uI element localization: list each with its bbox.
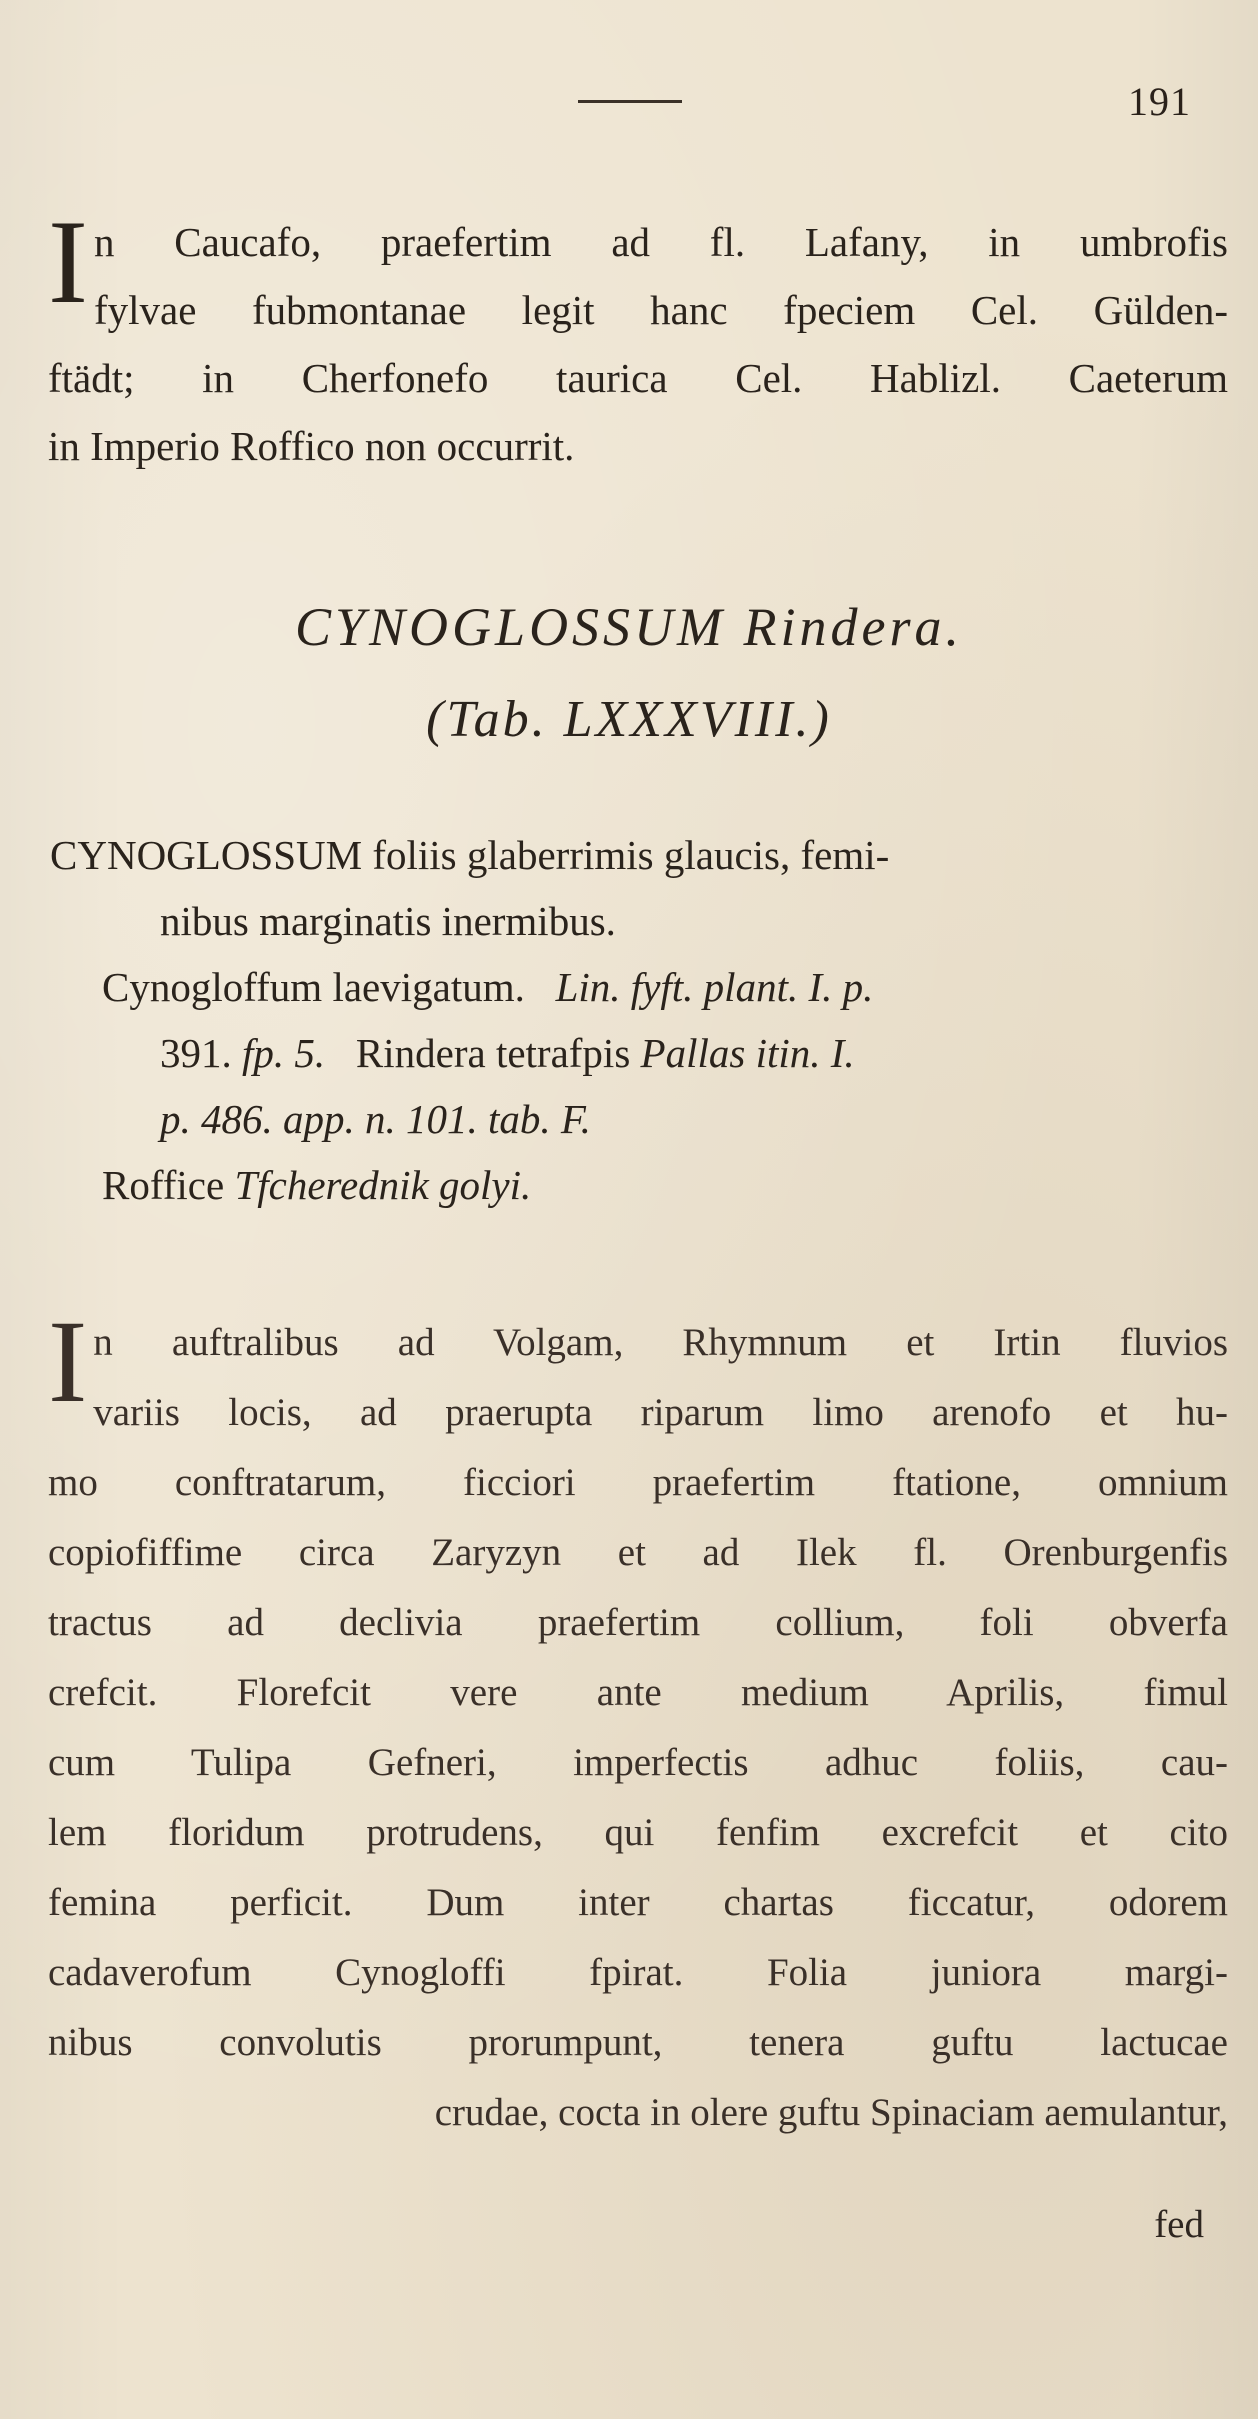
diagnosis-line: nibus marginatis inermibus. — [160, 898, 616, 944]
citation: Lin. fyft. plant. I. p. — [555, 964, 874, 1010]
vernacular-label: Roffice — [102, 1162, 225, 1208]
citation: fp. 5. — [242, 1030, 326, 1076]
citation: Pallas itin. I. — [640, 1030, 855, 1076]
paragraph-caucasus — [48, 195, 1228, 480]
diagnosis-line: CYNOGLOSSUM foliis glaberrimis glaucis, femi- — [50, 832, 890, 878]
paragraph-line: femina perficit. Dum inter chartas ficcatur, odorem — [48, 1881, 1228, 1924]
paragraph-line: nibus convolutis prorumpunt, tenera guftu lactucae — [48, 2021, 1228, 2064]
header-rule — [578, 100, 682, 103]
page-number: 191 — [1128, 79, 1191, 124]
paragraph-line: n Caucafo, praefertim ad fl. Lafany, in umbrofis — [93, 219, 1228, 265]
paragraph-distribution — [48, 1296, 1228, 2148]
paragraph-line: variis locis, ad praerupta riparum limo arenofo et hu- — [93, 1391, 1228, 1434]
paragraph-line: crefcit. Florefcit vere ante medium Aprilis, fimul — [48, 1671, 1228, 1714]
catchword: fed — [1154, 2203, 1204, 2246]
paragraph-line: cum Tulipa Gefneri, imperfectis adhuc foliis, cau- — [48, 1741, 1228, 1784]
paragraph-line: crudae, cocta in olere guftu Spinaciam aemulantur, — [434, 2091, 1228, 2134]
paragraph-line: copiofiffime circa Zaryzyn et ad Ilek fl. Orenburgenfis — [48, 1531, 1228, 1574]
species-heading: CYNOGLOSSUM Rindera. — [294, 597, 964, 657]
synonym-line — [50, 1020, 1230, 1086]
dropcap-initial: I — [48, 1296, 88, 1427]
paragraph-line: n auftralibus ad Volgam, Rhymnum et Irtin fluvios — [93, 1321, 1228, 1364]
paragraph-line: in Imperio Roffico non occurrit. — [48, 423, 575, 469]
paragraph-line: cadaverofum Cynogloffi fpirat. Folia juniora margi- — [48, 1951, 1228, 1994]
citation-line: p. 486. app. n. 101. tab. F. — [160, 1096, 591, 1142]
paragraph-line: ftädt; in Cherfonefo taurica Cel. Hablizl. Caeterum — [48, 355, 1228, 401]
synonym-line — [50, 954, 1230, 1020]
vernacular-line — [50, 1152, 1230, 1218]
synonym-name: Rindera tetrafpis — [355, 1030, 631, 1076]
dropcap-initial: I — [48, 195, 88, 328]
paragraph-line: lem floridum protrudens, qui fenfim excrefcit et cito — [48, 1811, 1228, 1854]
paragraph-line: mo conftratarum, ficciori praefertim ftatione, omnium — [48, 1461, 1228, 1504]
synonym-name: Cynogloffum laevigatum. — [102, 964, 525, 1010]
plate-reference: (Tab. LXXXVIII.) — [426, 691, 832, 748]
synonymy-block — [50, 822, 1230, 1218]
paragraph-line: fylvae fubmontanae legit hanc fpeciem Cel. Gülden- — [93, 287, 1228, 333]
vernacular-name: Tfcherednik golyi. — [234, 1162, 532, 1208]
citation-page: 391. — [160, 1030, 232, 1076]
paragraph-line: tractus ad declivia praefertim collium, foli obverfa — [48, 1601, 1228, 1644]
